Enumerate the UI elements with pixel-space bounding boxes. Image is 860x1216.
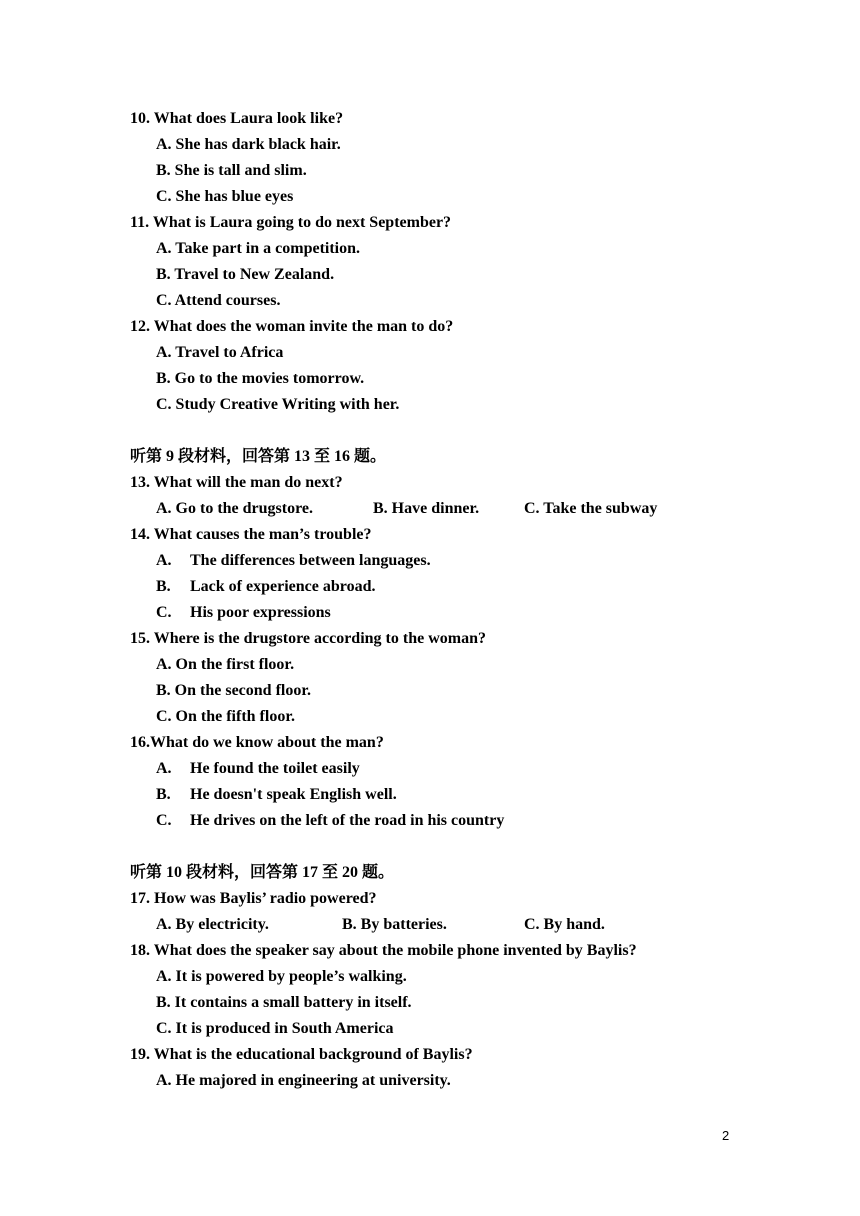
question-16: 16.What do we know about the man? — [130, 734, 384, 751]
q14-option-b-label: B. — [156, 578, 171, 595]
spacer — [130, 418, 750, 444]
section-10-heading: 听第 10 段材料，回答第 17 至 20 题。 — [130, 864, 395, 881]
q13-option-a: A. Go to the drugstore. — [156, 500, 314, 517]
q16-option-c-label: C. — [156, 812, 172, 829]
q13-option-b: B. Have dinner. — [373, 500, 480, 517]
q18-option-c: C. It is produced in South America — [156, 1020, 394, 1037]
q10-option-b: B. She is tall and slim. — [156, 162, 307, 179]
question-17: 17. How was Baylis’ radio powered? — [130, 890, 377, 907]
q17-option-c: C. By hand. — [524, 916, 605, 933]
question-19: 19. What is the educational background of Baylis? — [130, 1046, 473, 1063]
q17-option-a: A. By electricity. — [156, 916, 269, 933]
q16-option-c-text: He drives on the left of the road in his country — [190, 812, 505, 829]
q18-option-b: B. It contains a small battery in itself. — [156, 994, 412, 1011]
q14-option-c — [130, 600, 750, 626]
question-18: 18. What does the speaker say about the mobile phone invented by Baylis? — [130, 942, 637, 959]
q16-option-a — [130, 756, 750, 782]
q12-option-a: A. Travel to Africa — [156, 344, 284, 361]
question-15: 15. Where is the drugstore according to the woman? — [130, 630, 486, 647]
q17-option-b: B. By batteries. — [342, 916, 447, 933]
question-10: 10. What does Laura look like? — [130, 110, 344, 127]
q15-option-c: C. On the fifth floor. — [156, 708, 295, 725]
q11-option-c: C. Attend courses. — [156, 292, 281, 309]
q15-option-a: A. On the first floor. — [156, 656, 295, 673]
q15-option-b: B. On the second floor. — [156, 682, 311, 699]
q16-option-a-text: He found the toilet easily — [190, 760, 360, 777]
spacer — [130, 834, 750, 860]
q11-option-a: A. Take part in a competition. — [156, 240, 361, 257]
page-number: 2 — [722, 1128, 730, 1143]
q12-option-c: C. Study Creative Writing with her. — [156, 396, 400, 413]
q14-option-b — [130, 574, 750, 600]
q16-option-b-label: B. — [156, 786, 171, 803]
q14-option-c-label: C. — [156, 604, 172, 621]
q12-option-b: B. Go to the movies tomorrow. — [156, 370, 365, 387]
q18-option-a: A. It is powered by people’s walking. — [156, 968, 407, 985]
q10-option-a: A. She has dark black hair. — [156, 136, 341, 153]
q14-option-a — [130, 548, 750, 574]
q14-option-b-text: Lack of experience abroad. — [190, 578, 376, 595]
q16-option-a-label: A. — [156, 760, 172, 777]
q10-option-c: C. She has blue eyes — [156, 188, 294, 205]
q17-options — [130, 912, 750, 938]
question-list — [130, 106, 750, 1094]
q13-options — [130, 496, 750, 522]
q14-option-a-text: The differences between languages. — [190, 552, 431, 569]
question-13: 13. What will the man do next? — [130, 474, 343, 491]
q16-option-b-text: He doesn't speak English well. — [190, 786, 397, 803]
question-11: 11. What is Laura going to do next September? — [130, 214, 452, 231]
q14-option-c-text: His poor expressions — [190, 604, 331, 621]
q11-option-b: B. Travel to New Zealand. — [156, 266, 335, 283]
q13-option-c: C. Take the subway — [524, 500, 658, 517]
question-12: 12. What does the woman invite the man to do? — [130, 318, 454, 335]
q14-option-a-label: A. — [156, 552, 172, 569]
question-14: 14. What causes the man’s trouble? — [130, 526, 372, 543]
q16-option-c — [130, 808, 750, 834]
section-9-heading: 听第 9 段材料，回答第 13 至 16 题。 — [130, 448, 387, 465]
q19-option-a: A. He majored in engineering at university. — [156, 1072, 451, 1089]
q16-option-b — [130, 782, 750, 808]
